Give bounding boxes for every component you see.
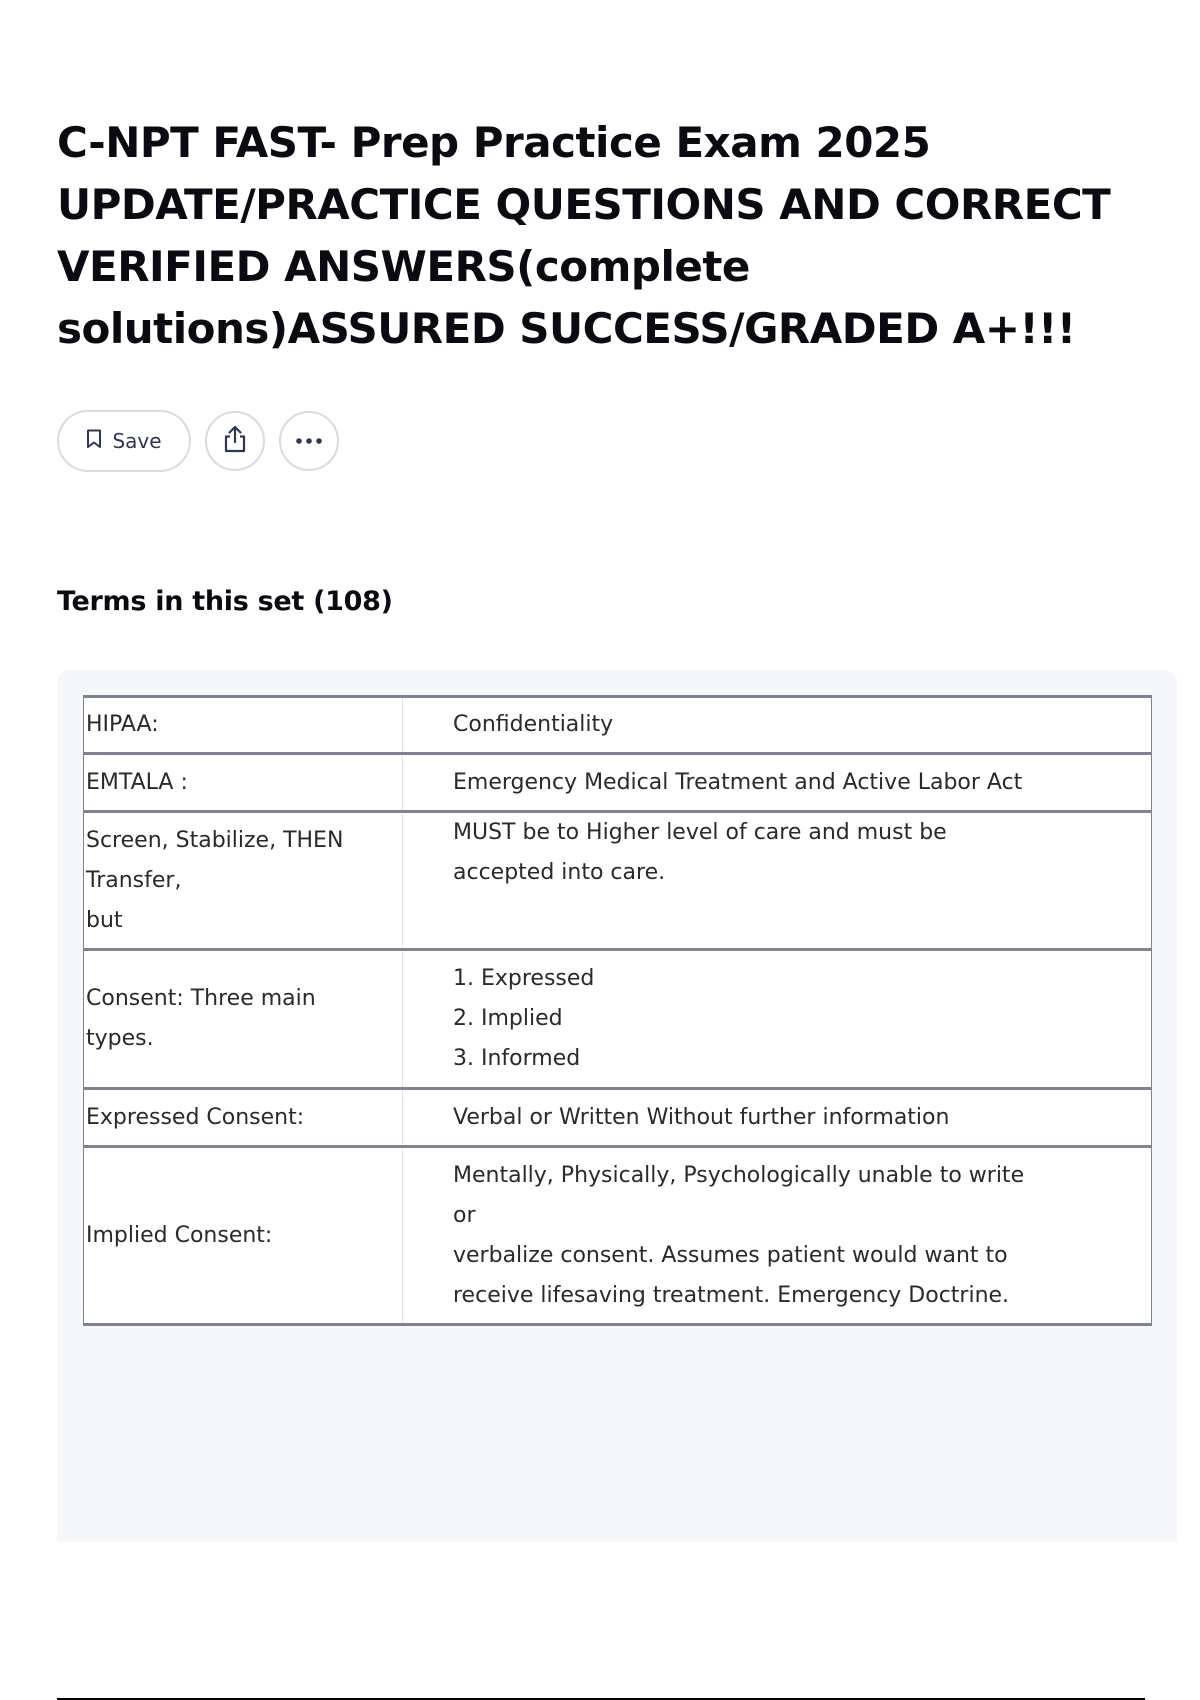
- definition-text: Verbal or Written Without further information: [453, 1104, 950, 1130]
- term-cell: [84, 754, 403, 812]
- definition-cell: [403, 950, 1152, 1089]
- definition-cell: [403, 697, 1152, 754]
- definition-text: 1. Expressed: [453, 966, 595, 991]
- table-row: [84, 1147, 1152, 1325]
- terms-table: [83, 695, 1152, 1326]
- term-text: EMTALA :: [86, 769, 188, 795]
- table-row: [84, 754, 1152, 812]
- definition-text: 2. Implied: [453, 1006, 563, 1031]
- definition-text: Confidentiality: [453, 712, 614, 737]
- term-text: Screen, Stabilize, THEN: [86, 827, 344, 853]
- table-row: [84, 812, 1152, 950]
- term-cell: [84, 1147, 403, 1325]
- definition-text: 3. Informed: [453, 1046, 581, 1071]
- definition-cell: [403, 812, 1152, 950]
- share-button[interactable]: [205, 411, 265, 471]
- term-cell: [84, 950, 403, 1089]
- term-text: Implied Consent:: [86, 1222, 273, 1248]
- definition-text: Emergency Medical Treatment and Active Labor Act: [453, 769, 1023, 795]
- action-bar: [57, 410, 339, 472]
- definition-text: receive lifesaving treatment. Emergency Doctrine.: [453, 1282, 1010, 1308]
- share-icon: [222, 425, 248, 458]
- save-button-label: Save: [112, 429, 162, 453]
- definition-text: verbalize consent. Assumes patient would want to: [453, 1242, 1008, 1268]
- more-options-button[interactable]: [279, 411, 339, 471]
- bookmark-icon: [86, 429, 102, 454]
- page-title: C-NPT FAST- Prep Practice Exam 2025 UPDATE/PRACTICE QUESTIONS AND CORRECT VERIFIED ANSWERS(complete solutions)ASSURED SUCCESS/GRADED A+!!!: [57, 118, 1111, 353]
- terms-heading: Terms in this set (108): [57, 586, 393, 617]
- table-row: [84, 697, 1152, 754]
- term-text: Expressed Consent:: [86, 1104, 305, 1130]
- more-horizontal-icon: [295, 432, 323, 450]
- term-cell: [84, 697, 403, 754]
- save-button[interactable]: [57, 410, 191, 472]
- table-row: [84, 1089, 1152, 1147]
- term-cell: [84, 1089, 403, 1147]
- definition-cell: [403, 1089, 1152, 1147]
- term-text: Consent: Three main: [86, 986, 316, 1011]
- definition-cell: [403, 1147, 1152, 1325]
- term-text: HIPAA:: [86, 712, 159, 737]
- definition-text: MUST be to Higher level of care and must be: [453, 820, 947, 845]
- definition-cell: [403, 754, 1152, 812]
- table-row: [84, 950, 1152, 1089]
- term-text: types.: [86, 1026, 154, 1051]
- definition-text: accepted into care.: [453, 860, 666, 885]
- term-text: Transfer,: [86, 867, 182, 893]
- definition-text: or: [453, 1202, 476, 1228]
- term-text: but: [86, 907, 123, 933]
- definition-text: Mentally, Physically, Psychologically unable to write: [453, 1162, 1025, 1188]
- term-cell: [84, 812, 403, 950]
